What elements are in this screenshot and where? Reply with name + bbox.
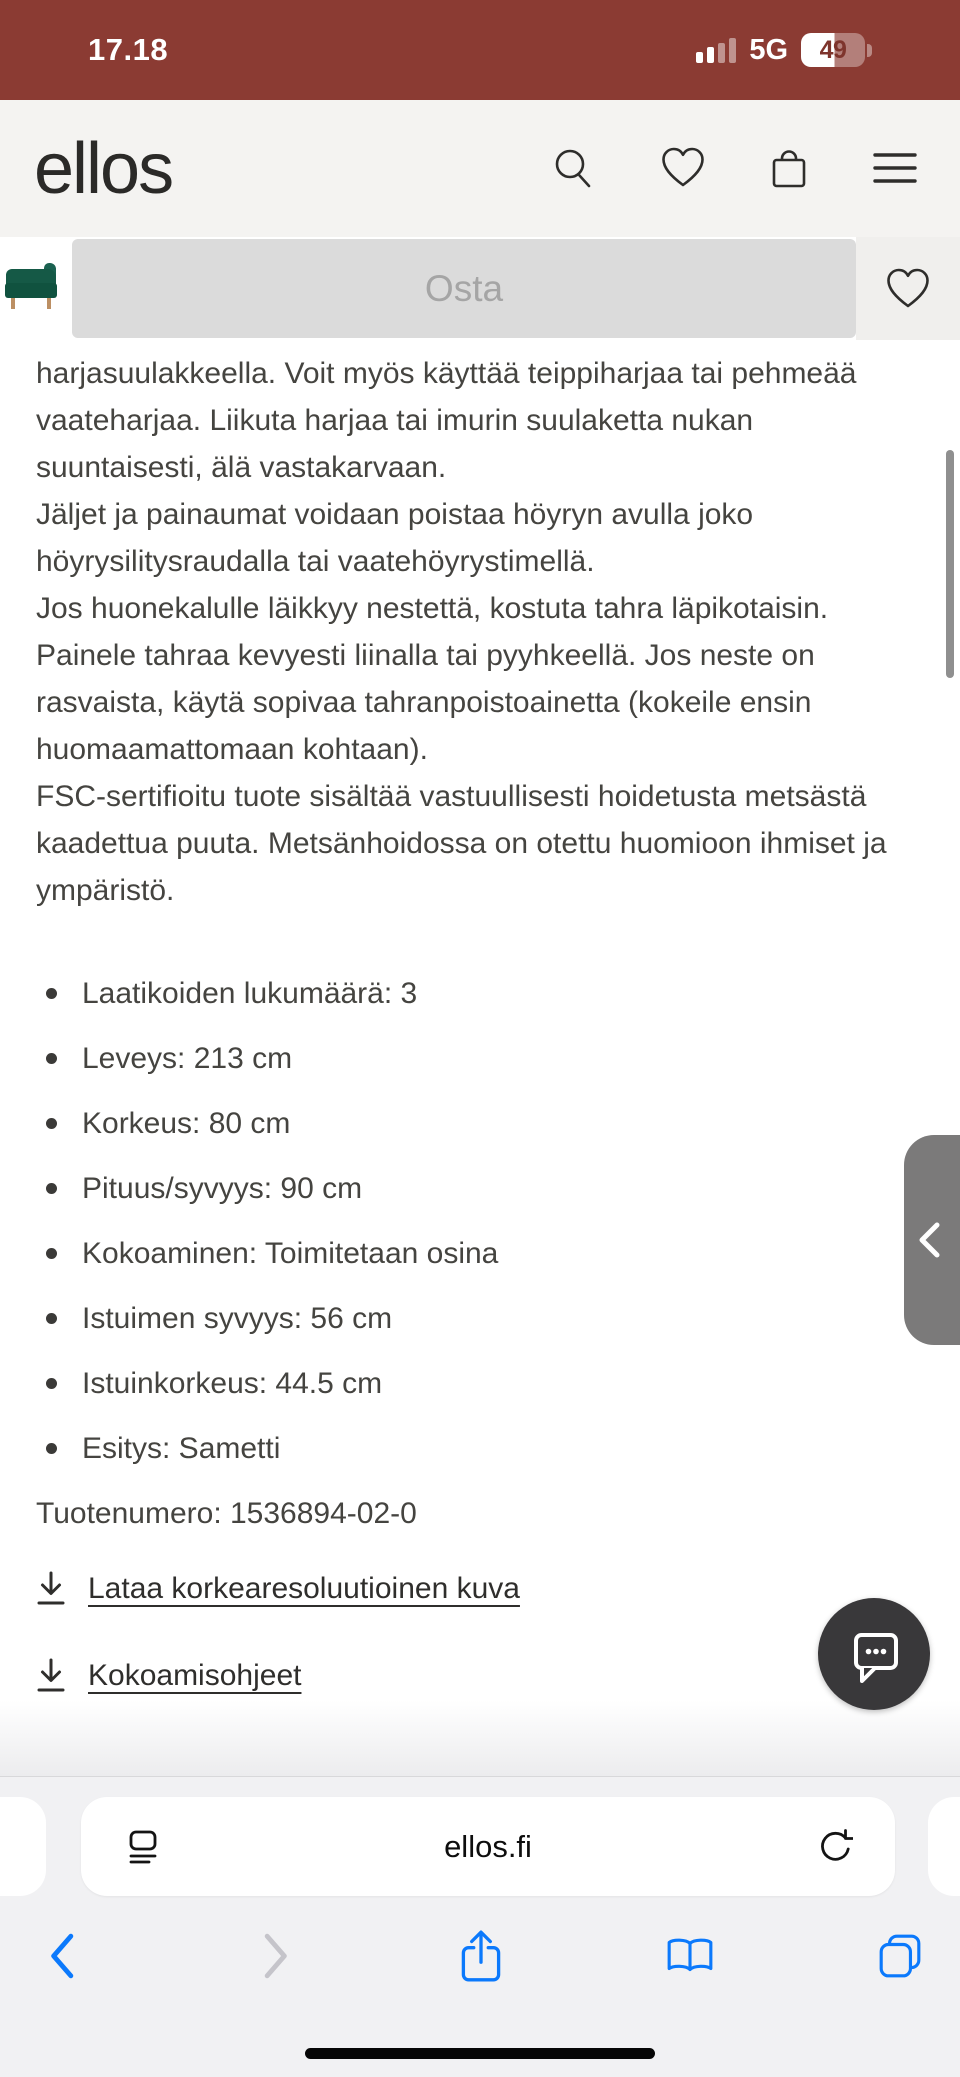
assembly-instructions-label: Kokoamisohjeet xyxy=(88,1659,302,1692)
menu-button[interactable] xyxy=(867,140,923,196)
tabs-icon xyxy=(877,1933,923,1979)
chevron-left-icon xyxy=(916,1221,942,1259)
download-links xyxy=(36,1565,920,1699)
next-tab-card[interactable] xyxy=(928,1797,960,1896)
battery-percent: 49 xyxy=(819,35,847,64)
shopping-bag-icon xyxy=(766,145,812,191)
ellos-logo[interactable]: ellos xyxy=(34,128,173,209)
spec-item: Kokoaminen: Toimitetaan osina xyxy=(46,1230,920,1277)
download-image-link[interactable] xyxy=(36,1565,520,1612)
product-description xyxy=(0,340,960,1776)
favorites-button[interactable] xyxy=(655,140,711,196)
battery-icon xyxy=(801,33,872,67)
spec-item: Korkeus: 80 cm xyxy=(46,1100,920,1147)
spec-item: Istuinkorkeus: 44.5 cm xyxy=(46,1360,920,1407)
buy-button[interactable]: Osta xyxy=(72,239,856,338)
share-button[interactable] xyxy=(453,1928,509,1984)
spec-item: Leveys: 213 cm xyxy=(46,1035,920,1082)
network-type-label: 5G xyxy=(749,33,788,66)
home-indicator xyxy=(305,2048,655,2059)
status-bar xyxy=(0,0,960,100)
spec-item: Esitys: Sametti xyxy=(46,1425,920,1472)
url-label: ellos.fi xyxy=(444,1828,532,1864)
spec-item: Laatikoiden lukumäärä: 3 xyxy=(46,970,920,1017)
download-icon xyxy=(36,1570,66,1608)
cellular-signal-icon xyxy=(696,37,736,63)
wishlist-heart-button[interactable] xyxy=(884,267,932,311)
side-panel-handle[interactable] xyxy=(904,1135,960,1345)
address-bar[interactable] xyxy=(81,1797,895,1896)
chat-button[interactable] xyxy=(818,1598,930,1710)
back-chevron-icon xyxy=(48,1932,76,1980)
download-image-label: Lataa korkearesoluutioinen kuva xyxy=(88,1572,520,1605)
hamburger-icon xyxy=(872,148,918,188)
status-indicators xyxy=(696,0,872,100)
assembly-instructions-link[interactable] xyxy=(36,1652,301,1699)
safari-toolbar xyxy=(0,1776,960,2077)
forward-chevron-icon xyxy=(262,1932,290,1980)
bookmarks-book-icon xyxy=(665,1935,715,1977)
tabs-button[interactable] xyxy=(872,1928,928,1984)
fsc-paragraph: FSC-sertifioitu tuote sisältää vastuullisesti hoidetusta metsästä kaadettua puuta. Metsänhoidossa on otettu huomioon ihmiset ja ympäristö. xyxy=(36,780,887,907)
buy-bar-favorite-zone xyxy=(856,237,960,340)
bookmarks-button[interactable] xyxy=(662,1928,718,1984)
spec-list xyxy=(36,970,920,1472)
previous-tab-card[interactable] xyxy=(0,1797,46,1896)
spec-item: Pituus/syvyys: 90 cm xyxy=(46,1165,920,1212)
care-paragraph: Jäljet ja painaumat voidaan poistaa höyryn avulla joko höyrysilitysraudalla tai vaatehöyrystimellä. xyxy=(36,498,754,578)
refresh-icon xyxy=(817,1828,853,1866)
download-icon xyxy=(36,1657,66,1695)
cart-button[interactable] xyxy=(761,140,817,196)
product-number: Tuotenumero: 1536894-02-0 xyxy=(36,1497,417,1530)
search-icon xyxy=(551,145,597,191)
clock: 17.18 xyxy=(88,32,169,67)
care-paragraph: harjasuulakkeella. Voit myös käyttää teippiharjaa tai pehmeää vaateharjaa. Liikuta harjaa tai imurin suulaketta nukan suuntaisesti, älä vastakarvaan. xyxy=(36,357,857,484)
site-header xyxy=(0,100,960,237)
product-thumbnail xyxy=(0,243,64,335)
care-paragraph: Jos huonekalulle läikkyy nestettä, kostuta tahra läpikotaisin. Painele tahraa kevyesti liinalla tai pyyhkeellä. Jos neste on rasvaista, käytä sopivaa tahranpoistoainetta (kokeile ensin huomaamattomaan kohtaan). xyxy=(36,592,829,766)
spec-item: Istuimen syvyys: 56 cm xyxy=(46,1295,920,1342)
chat-bubble-icon xyxy=(843,1623,905,1685)
heart-icon xyxy=(660,146,706,190)
reload-button[interactable] xyxy=(811,1797,859,1896)
browser-forward-button[interactable] xyxy=(248,1928,304,1984)
page-settings-button[interactable] xyxy=(121,1797,165,1896)
share-icon xyxy=(458,1927,504,1985)
browser-back-button[interactable] xyxy=(34,1928,90,1984)
sticky-buy-bar xyxy=(0,237,960,340)
search-button[interactable] xyxy=(546,140,602,196)
page-scrollbar[interactable] xyxy=(946,450,954,678)
reader-icon xyxy=(127,1829,159,1865)
